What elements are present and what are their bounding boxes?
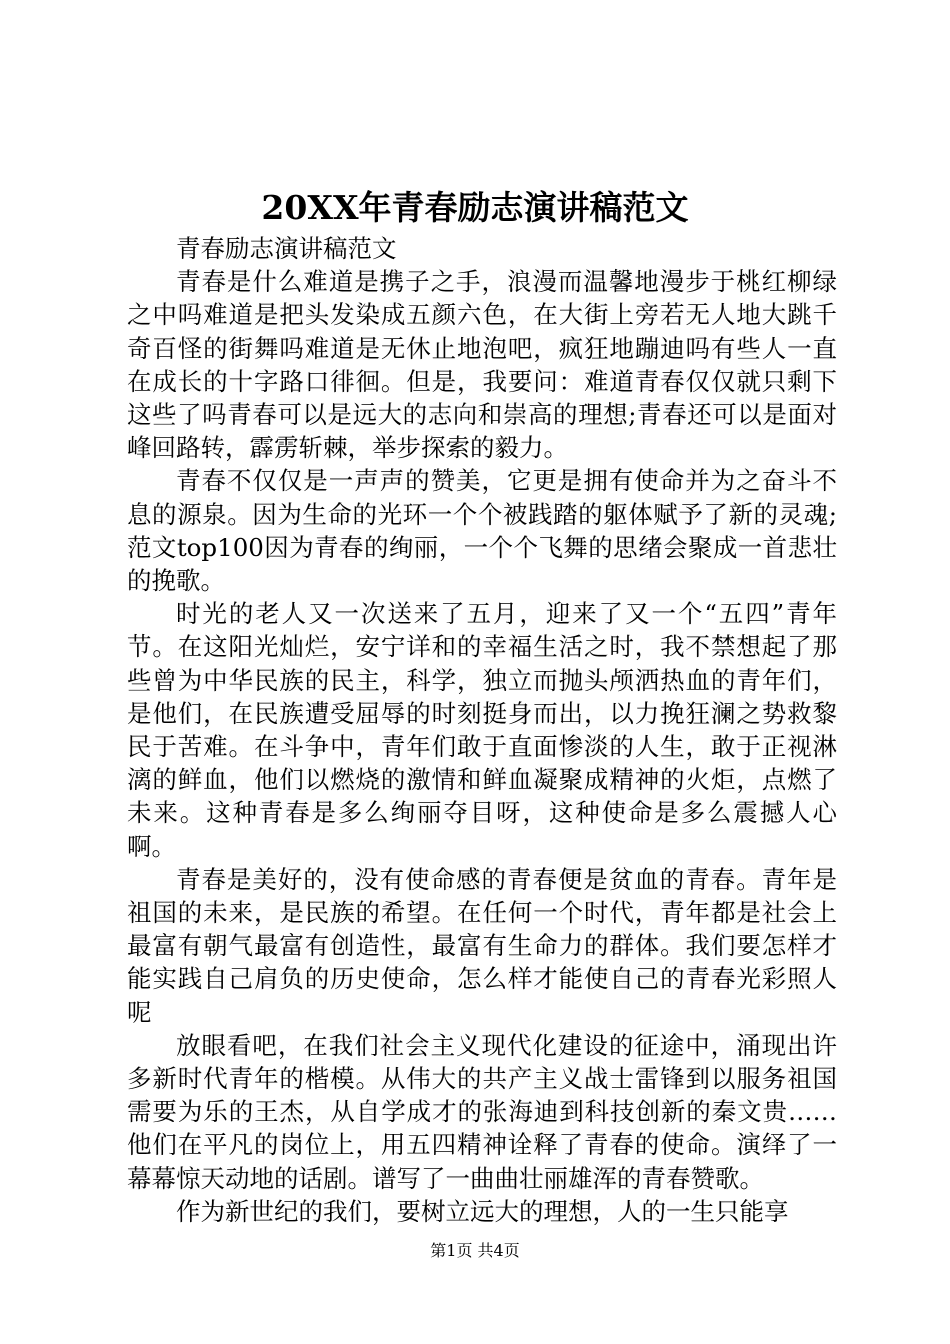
document-body xyxy=(127,232,837,1228)
paragraph: 时光的老人又一次送来了五月，迎来了又一个“五四”青年节。在这阳光灿烂，安宁详和的幸福生活之时，我不禁想起了那些曾为中华民族的民主，科学，独立而抛头颅洒热血的青年们，是他们，在民族遭受屈辱的时刻挺身而出，以力挽狂澜之势救黎民于苦难。在斗争中，青年们敢于直面惨淡的人生，敢于正视淋漓的鲜血，他们以燃烧的激情和鲜血凝聚成精神的火炬，点燃了未来。这种青春是多么绚丽夺目呀，这种使命是多么震撼人心啊。 xyxy=(127,599,837,861)
paragraph: 作为新世纪的我们，要树立远大的理想，人的一生只能享 xyxy=(176,1196,789,1226)
paragraph: 放眼看吧，在我们社会主义现代化建设的征途中，涌现出许多新时代青年的楷模。从伟大的共产主义战士雷锋到以服务祖国需要为乐的王杰，从自学成才的张海迪到科技创新的秦文贵……他们在平凡的岗位上，用五四精神诠释了青春的使命。演绎了一幕幕惊天动地的话剧。谱写了一曲曲壮丽雄浑的青春赞歌。 xyxy=(127,1030,837,1193)
document-title: 20XX年青春励志演讲稿范文 xyxy=(261,188,689,227)
paragraph: 青春是什么难道是携子之手，浪漫而温馨地漫步于桃红柳绿之中吗难道是把头发染成五颜六色，在大街上旁若无人地大跳千奇百怪的街舞吗难道是无休止地泡吧，疯狂地蹦迪吗有些人一直在成长的十字路口徘徊。但是，我要问：难道青春仅仅就只剩下这些了吗青春可以是远大的志向和崇高的理想;青春还可以是面对峰回路转，霹雳斩棘，举步探索的毅力。 xyxy=(127,267,837,463)
paragraph-subtitle: 青春励志演讲稿范文 xyxy=(176,234,397,263)
page-footer: 第1页 共4页 xyxy=(430,1241,520,1260)
paragraph: 青春是美好的，没有使命感的青春便是贫血的青春。青年是祖国的未来，是民族的希望。在任何一个时代，青年都是社会上最富有朝气最富有创造性，最富有生命力的群体。我们要怎样才能实践自己肩负的历史使命，怎么样才能使自己的青春光彩照人呢 xyxy=(127,864,837,1027)
paragraph: 青春不仅仅是一声声的赞美，它更是拥有使命并为之奋斗不息的源泉。因为生命的光环一个个被践踏的躯体赋予了新的灵魂;范文top100因为青春的绚丽，一个个飞舞的思绪会聚成一首悲壮的挽歌。 xyxy=(127,466,837,596)
